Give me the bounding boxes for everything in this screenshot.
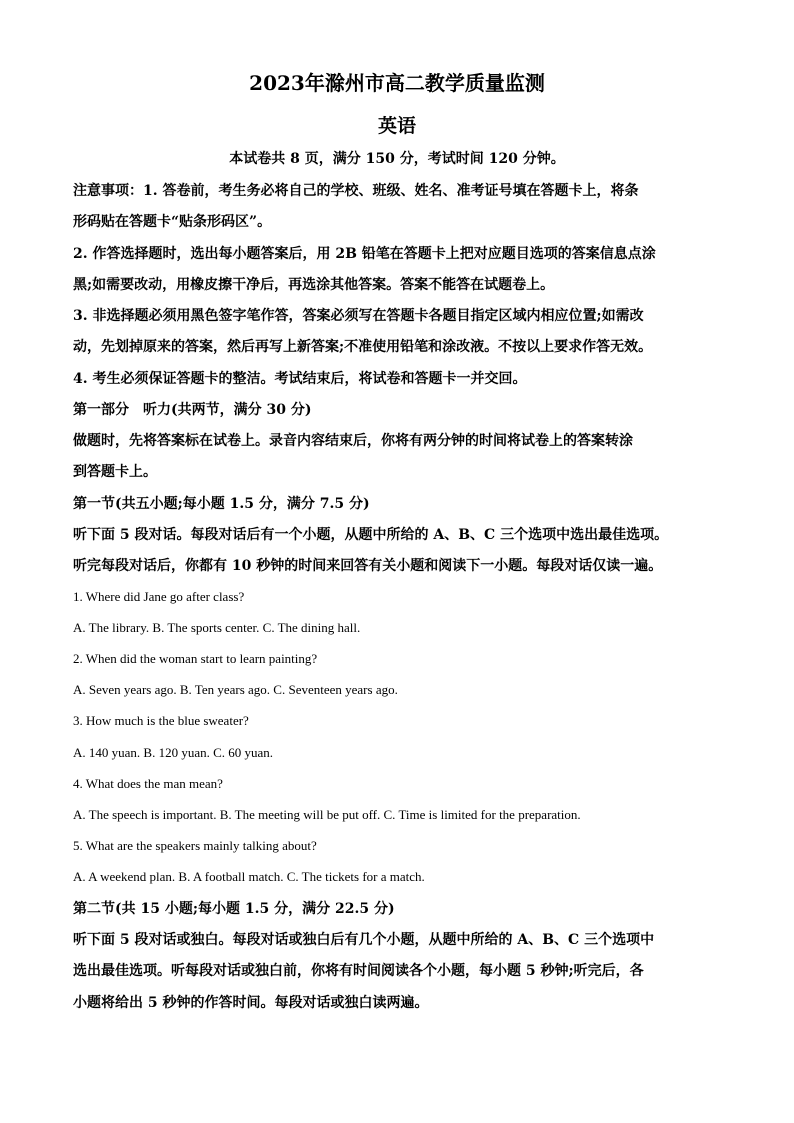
section2-instruction: 听下面 5 段对话或独白。每段对话或独白后有几个小题，从题中所给的 A、B、C 三个选项中 xyxy=(73,932,655,948)
section1-instruction: 听完每段对话后，你都有 10 秒钟的时间来回答有关小题和阅读下一小题。每段对话仅读一遍。 xyxy=(73,558,663,574)
note-line: 4. 考生必须保证答题卡的整洁。考试结束后，将试卷和答题卡一并交回。 xyxy=(73,371,527,387)
exam-title: 2023年滁州市高二教学质量监测 xyxy=(249,71,545,95)
section2-heading: 第二节(共 15 小题;每小题 1.5 分，满分 22.5 分) xyxy=(73,901,395,917)
question-5-options: A. A weekend plan. B. A football match. C. The tickets for a match. xyxy=(73,869,425,884)
section1-heading: 第一节(共五小题;每小题 1.5 分，满分 7.5 分) xyxy=(73,496,370,512)
section2-instruction: 选出最佳选项。听每段对话或独白前，你将有时间阅读各个小题，每小题 5 秒钟;听完后，各 xyxy=(73,963,644,979)
question-3: 3. How much is the blue sweater? xyxy=(73,713,249,728)
part1-heading: 第一部分 听力(共两节，满分 30 分) xyxy=(73,402,312,418)
note-line: 3. 非选择题必须用黑色签字笔作答，答案必须写在答题卡各题目指定区域内相应位置;如需改 xyxy=(73,308,644,324)
question-3-options: A. 140 yuan. B. 120 yuan. C. 60 yuan. xyxy=(73,745,274,760)
note-line: 2. 作答选择题时，选出每小题答案后，用 2B 铅笔在答题卡上把对应题目选项的答案信息点涂 xyxy=(73,246,656,262)
note-line: 注意事项：1. 答卷前，考生务必将自己的学校、班级、姓名、准考证号填在答题卡上，将条 xyxy=(73,183,639,199)
question-4-options: A. The speech is important. B. The meeting will be put off. C. Time is limited for the preparation. xyxy=(73,807,581,822)
section2-instruction: 小题将给出 5 秒钟的作答时间。每段对话或独白读两遍。 xyxy=(73,995,429,1011)
question-1: 1. Where did Jane go after class? xyxy=(73,589,245,604)
question-5: 5. What are the speakers mainly talking about? xyxy=(73,838,317,853)
note-line: 形码贴在答题卡“贴条形码区”。 xyxy=(73,214,272,230)
subject-title: 英语 xyxy=(377,115,416,137)
note-line: 动，先划掉原来的答案，然后再写上新答案;不准使用铅笔和涂改液。不按以上要求作答无效。 xyxy=(73,339,653,355)
question-2-options: A. Seven years ago. B. Ten years ago. C. Seventeen years ago. xyxy=(73,682,398,697)
note-line: 黑;如需要改动，用橡皮擦干净后，再选涂其他答案。答案不能答在试题卷上。 xyxy=(73,277,555,293)
section1-instruction: 听下面 5 段对话。每段对话后有一个小题，从题中所给的 A、B、C 三个选项中选出最佳选项。 xyxy=(73,527,669,543)
part1-intro-line: 做题时，先将答案标在试卷上。录音内容结束后，你将有两分钟的时间将试卷上的答案转涂 xyxy=(73,433,633,449)
question-2: 2. When did the woman start to learn painting? xyxy=(73,651,318,666)
exam-info: 本试卷共 8 页，满分 150 分，考试时间 120 分钟。 xyxy=(229,151,565,167)
part1-intro-line: 到答题卡上。 xyxy=(73,464,157,480)
question-4: 4. What does the man mean? xyxy=(73,776,223,791)
question-1-options: A. The library. B. The sports center. C. The dining hall. xyxy=(73,620,361,635)
